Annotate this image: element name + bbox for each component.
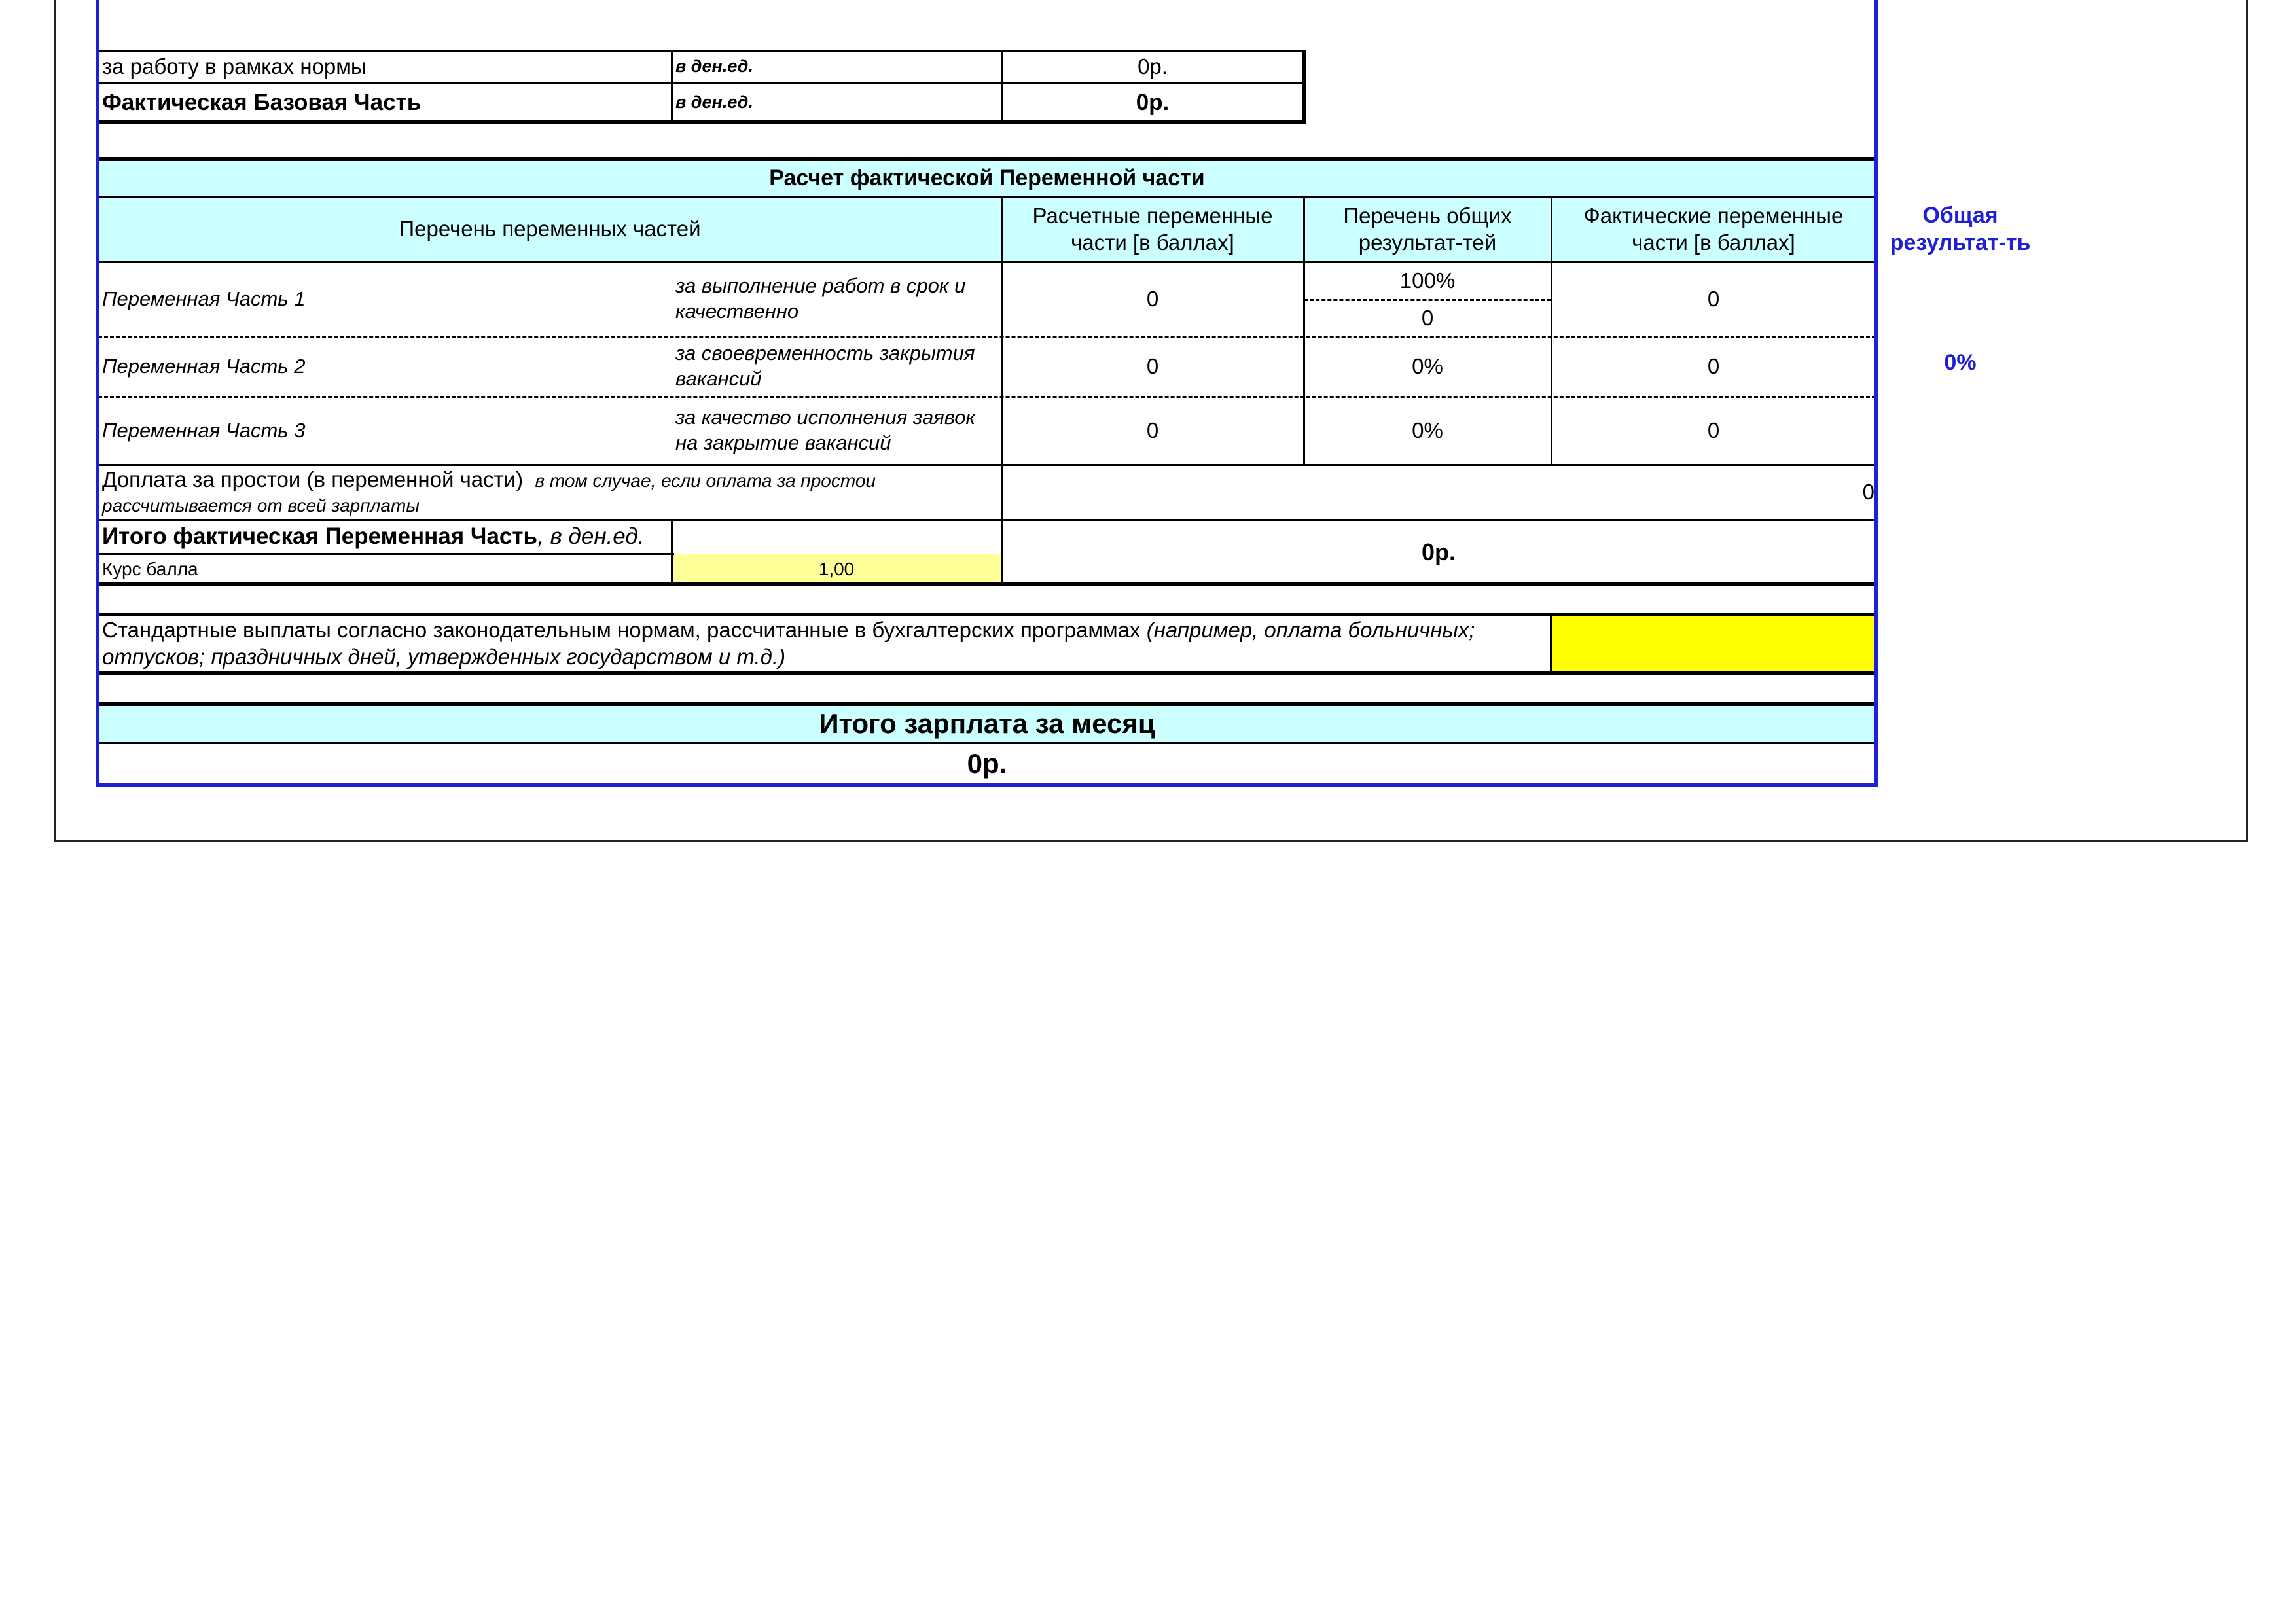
total-variable-label-bold: Итого фактическая Переменная Часть: [102, 524, 538, 550]
variable-part-1-desc: за выполнение работ в срок и качественно: [675, 274, 966, 323]
variable-section-title: Расчет фактической Переменной части: [98, 160, 1876, 196]
variable-part-1-common-bottom: 0: [1421, 306, 1434, 330]
grid-line: [98, 671, 1876, 675]
grid-line: [1550, 614, 1552, 673]
variable-part-3-common: 0%: [1412, 418, 1443, 443]
header-variable-list: Перечень переменных частей: [98, 196, 1001, 262]
variable-part-2-common: 0%: [1412, 354, 1443, 379]
side-panel-value: 0%: [1944, 349, 1977, 375]
grid-line: [98, 613, 1876, 616]
header-actual-points: Фактические переменные части [в баллах]: [1551, 196, 1876, 262]
standard-payments-note: (например, оплата больничных; отпусков; праздничных дней, утвержденных государством и т.д.): [102, 618, 1475, 669]
grid-line: [98, 742, 1876, 744]
total-variable-value: 0р.: [1421, 538, 1456, 565]
variable-part-2-actual: 0: [1707, 354, 1720, 379]
variable-part-3-name: Переменная Часть 3: [102, 418, 306, 442]
month-total-value: 0р.: [967, 747, 1007, 779]
variable-part-1-common-top: 100%: [1399, 268, 1456, 293]
grid-line: [671, 520, 673, 584]
blue-frame-bottom: [96, 783, 1878, 787]
blue-frame-left: [96, 0, 99, 787]
grid-line: [98, 50, 1306, 52]
variable-part-3-desc: за качество исполнения заявок на закрытие вакансий: [675, 406, 976, 454]
standard-payments-input[interactable]: [1551, 614, 1876, 673]
blue-frame-right: [1874, 0, 1878, 787]
grid-line: [1302, 50, 1306, 124]
downtime-note: в том случае, если оплата за простои рассчитывается от всей зарплаты: [102, 471, 876, 516]
standard-payments-label: Стандартные выплаты согласно законодательным нормам, рассчитанные в бухгалтерских программах: [102, 618, 1141, 642]
grid-line: [98, 464, 1876, 466]
variable-part-1-actual: 0: [1707, 287, 1720, 312]
actual-base-unit: в ден.ед.: [675, 92, 753, 113]
total-variable-label: [98, 520, 672, 554]
grid-line: [98, 582, 1876, 586]
variable-part-1-name: Переменная Часть 1: [102, 287, 306, 310]
grid-line: [671, 50, 673, 123]
variable-part-2-name: Переменная Часть 2: [102, 354, 306, 378]
variable-part-1-calc: 0: [1146, 287, 1159, 312]
grid-line: [1551, 196, 1552, 465]
grid-line: [98, 519, 1876, 521]
base-row-label: за работу в рамках нормы: [102, 54, 367, 79]
variable-part-2-desc: за своевременность закрытия вакансий: [675, 342, 975, 390]
point-rate-input[interactable]: 1,00: [672, 554, 1001, 584]
grid-line: [1304, 299, 1551, 301]
grid-line: [98, 336, 1876, 338]
grid-line: [98, 120, 1306, 124]
base-row-value: 0р.: [1138, 54, 1168, 79]
total-variable-label-unit: , в ден.ед.: [537, 524, 645, 550]
standard-payments-row: [98, 614, 1551, 673]
point-rate-label: Курс балла: [102, 558, 198, 579]
downtime-value: 0: [1862, 480, 1874, 505]
grid-line: [98, 396, 1876, 398]
base-row-unit: в ден.ед.: [675, 56, 753, 77]
actual-base-value: 0р.: [1136, 90, 1170, 116]
header-common-results: Перечень общих результат-тей: [1304, 196, 1551, 262]
downtime-label: Доплата за простои (в переменной части): [102, 467, 524, 491]
grid-line: [98, 82, 1306, 84]
side-panel-title: Общая результат-ть: [1890, 202, 2031, 255]
grid-line: [1001, 50, 1003, 123]
grid-line: [98, 157, 1876, 161]
grid-line: [1303, 196, 1305, 465]
month-total-title: Итого зарплата за месяц: [98, 704, 1876, 743]
variable-part-3-calc: 0: [1146, 418, 1159, 443]
grid-line: [98, 553, 674, 555]
grid-line: [1001, 520, 1003, 584]
variable-part-3-actual: 0: [1707, 418, 1720, 443]
grid-line: [1001, 196, 1003, 520]
variable-part-2-calc: 0: [1146, 354, 1159, 379]
grid-line: [98, 261, 1876, 263]
downtime-row: [98, 465, 1001, 520]
header-calc-points: Расчетные переменные части [в баллах]: [1001, 196, 1304, 262]
grid-line: [98, 702, 1876, 706]
grid-line: [98, 196, 1876, 198]
actual-base-label: Фактическая Базовая Часть: [102, 90, 422, 116]
